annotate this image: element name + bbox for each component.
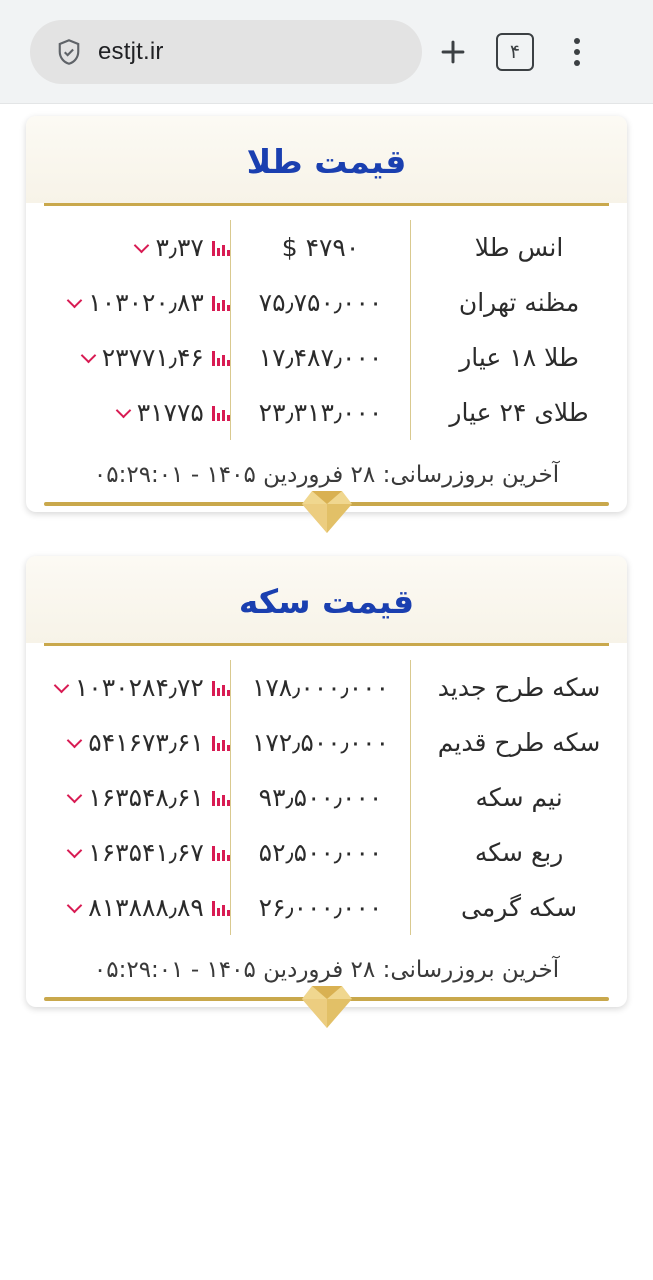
table-row[interactable] — [26, 825, 627, 880]
chevron-down-icon — [67, 732, 83, 748]
change-value: ۳۱۷۷۵ — [136, 398, 204, 427]
chart-bars-icon — [212, 294, 230, 311]
chevron-down-icon — [67, 292, 83, 308]
new-tab-button[interactable] — [422, 21, 484, 83]
row-change — [26, 880, 230, 935]
row-price: ۴۷۹۰ $ — [230, 220, 410, 275]
change-value: ۱۰۳۰۲۸۴٫۷۲ — [74, 673, 204, 702]
row-change — [26, 275, 230, 330]
chevron-down-icon — [115, 402, 131, 418]
table-row[interactable] — [26, 385, 627, 440]
row-price: ۱۷۲٫۵۰۰٫۰۰۰ — [230, 715, 410, 770]
chevron-down-icon — [54, 677, 70, 693]
row-name: سکه گرمی — [411, 880, 627, 935]
change-value: ۲۳۷۷۱٫۴۶ — [101, 343, 204, 372]
chevron-down-icon — [67, 897, 83, 913]
address-bar-url: estjt.ir — [98, 37, 164, 65]
gold-price-card — [26, 116, 627, 512]
row-price: ۷۵٫۷۵۰٫۰۰۰ — [230, 275, 410, 330]
change-value: ۵۴۱۶۷۳٫۶۱ — [88, 728, 204, 757]
chevron-down-icon — [67, 842, 83, 858]
divider — [44, 203, 609, 206]
chart-bars-icon — [212, 349, 230, 366]
row-change — [26, 385, 230, 440]
change-value: ۱۰۳۰۲۰٫۸۳ — [88, 288, 204, 317]
page-content — [0, 104, 653, 1280]
row-name: ربع سکه — [411, 825, 627, 880]
last-updated-text: آخرین بروزرسانی: ۲۸ فروردین ۱۴۰۵ - ۰۵:۲۹:۰۱ — [93, 957, 560, 983]
chart-bars-icon — [212, 899, 230, 916]
table-row[interactable] — [26, 770, 627, 825]
chart-bars-icon — [212, 404, 230, 421]
row-change — [26, 715, 230, 770]
card-header — [26, 116, 627, 203]
address-bar[interactable] — [30, 20, 422, 84]
row-change — [26, 330, 230, 385]
row-name: سکه طرح قدیم — [411, 715, 627, 770]
change-value: ۳٫۳۷ — [155, 233, 204, 262]
row-change — [26, 770, 230, 825]
tab-count: ۴ — [509, 40, 521, 63]
table-row[interactable] — [26, 715, 627, 770]
table-row[interactable] — [26, 880, 627, 935]
chart-bars-icon — [212, 844, 230, 861]
table-row[interactable] — [26, 220, 627, 275]
row-price: ۲۶٫۰۰۰٫۰۰۰ — [230, 880, 410, 935]
row-name: انس طلا — [411, 220, 627, 275]
table-row[interactable] — [26, 275, 627, 330]
chevron-down-icon — [67, 787, 83, 803]
table-row[interactable] — [26, 330, 627, 385]
diamond-icon — [300, 488, 354, 534]
gold-rates-table — [26, 220, 627, 440]
coin-rates-table — [26, 660, 627, 935]
row-price: ۹۳٫۵۰۰٫۰۰۰ — [230, 770, 410, 825]
row-change — [26, 660, 230, 715]
row-name: طلای ۲۴ عیار — [411, 385, 627, 440]
row-price: ۲۳٫۳۱۳٫۰۰۰ — [230, 385, 410, 440]
tab-switcher-button[interactable] — [484, 21, 546, 83]
chevron-down-icon — [80, 347, 96, 363]
divider — [44, 643, 609, 646]
chevron-down-icon — [134, 237, 150, 253]
page-title: قیمت سکه — [238, 582, 415, 621]
row-price: ۵۲٫۵۰۰٫۰۰۰ — [230, 825, 410, 880]
row-name: نیم سکه — [411, 770, 627, 825]
row-price: ۱۷٫۴۸۷٫۰۰۰ — [230, 330, 410, 385]
chart-bars-icon — [212, 679, 230, 696]
chart-bars-icon — [212, 734, 230, 751]
change-value: ۱۶۳۵۴۱٫۶۷ — [88, 838, 204, 867]
change-value: ۸۱۳۸۸۸٫۸۹ — [88, 893, 204, 922]
row-name: طلا ۱۸ عیار — [411, 330, 627, 385]
browser-toolbar — [0, 0, 653, 104]
change-value: ۱۶۳۵۴۸٫۶۱ — [88, 783, 204, 812]
table-row[interactable] — [26, 660, 627, 715]
last-updated-text: آخرین بروزرسانی: ۲۸ فروردین ۱۴۰۵ - ۰۵:۲۹:۰۱ — [93, 462, 560, 488]
page-title: قیمت طلا — [246, 142, 407, 181]
row-change — [26, 825, 230, 880]
row-name: سکه طرح جدید — [411, 660, 627, 715]
row-name: مظنه تهران — [411, 275, 627, 330]
row-price: ۱۷۸٫۰۰۰٫۰۰۰ — [230, 660, 410, 715]
diamond-icon — [300, 983, 354, 1029]
more-vertical-icon[interactable] — [546, 21, 608, 83]
chart-bars-icon — [212, 239, 230, 256]
chart-bars-icon — [212, 789, 230, 806]
card-header — [26, 556, 627, 643]
coin-price-card — [26, 556, 627, 1007]
row-change — [26, 220, 230, 275]
shield-check-icon[interactable] — [54, 37, 84, 67]
